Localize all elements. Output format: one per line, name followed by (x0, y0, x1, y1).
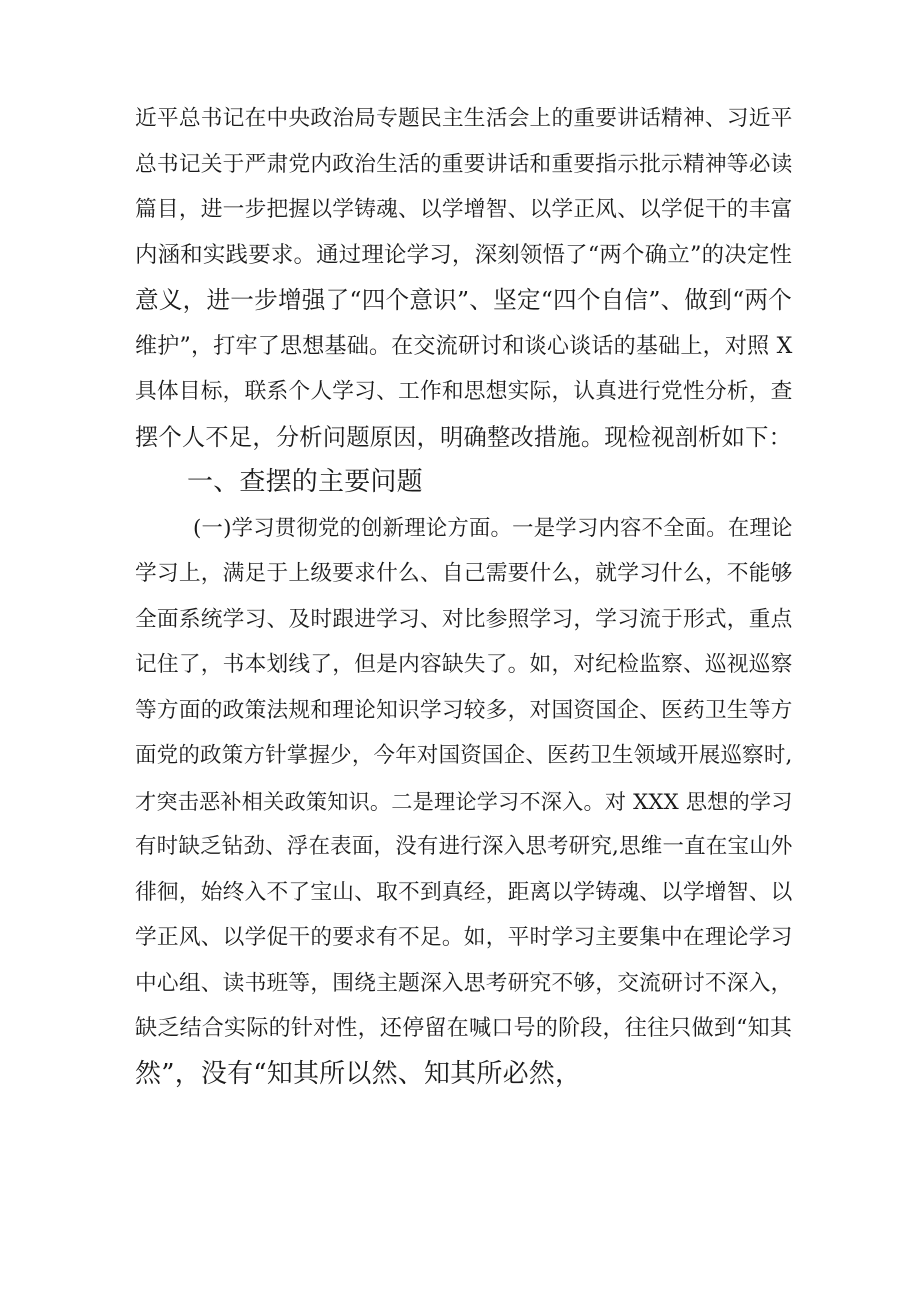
section-heading: 一、查摆的主要问题 (187, 467, 423, 497)
subsection-line: 学正风、以学促干的要求有不足。如，平时学习主要集中在理论学习 (135, 925, 793, 950)
paragraph-line: 总书记关于严肃党内政治生活的重要讲话和重要指示批示精神等必读 (135, 151, 793, 177)
subsection-line: 徘徊，始终入不了宝山、取不到真经，距离以学铸魂、以学增智、以 (135, 879, 793, 905)
subsection-line: (一)学习贯彻党的创新理论方面。一是学习内容不全面。在理论 (193, 515, 793, 541)
paragraph-line: 维护”，打牢了思想基础。在交流研讨和谈心谈话的基础上，对照 X (135, 333, 793, 359)
document-body (135, 96, 795, 1097)
subsection-line: 才突击恶补相关政策知识。二是理论学习不深入。对 XXX 思想的学习 (135, 788, 793, 814)
subsection-line: 中心组、读书班等，围绕主题深入思考研究不够，交流研讨不深入， (135, 970, 793, 996)
paragraph-line: 近平总书记在中央政治局专题民主生活会上的重要讲话精神、习近平 (135, 106, 793, 131)
subsection-line: 等方面的政策法规和理论知识学习较多，对国资国企、医药卫生等方 (135, 697, 793, 723)
paragraph-line: 意义，进一步增强了“四个意识”、坚定“四个自信”、做到“两个 (135, 286, 793, 314)
paragraph-line: 篇目，进一步把握以学铸魂、以学增智、以学正风、以学促干的丰富 (135, 197, 793, 222)
subsection-line: 记住了，书本划线了，但是内容缺失了。如，对纪检监察、巡视巡察 (135, 652, 793, 677)
paragraph-line: 内涵和实践要求。通过理论学习，深刻领悟了“两个确立”的决定性 (135, 241, 793, 268)
paragraph-line: 摆个人不足，分析问题原因，明确整改措施。现检视剖析如下： (135, 423, 793, 451)
subsection-line: 缺乏结合实际的针对性，还停留在喊口号的阶段，往往只做到“知其 (135, 1016, 793, 1041)
subsection-line: 学习上，满足于上级要求什么、自己需要什么，就学习什么，不能够 (135, 561, 793, 586)
paragraph-line: 具体目标，联系个人学习、工作和思想实际，认真进行党性分析，查 (135, 379, 793, 404)
subsection-line: 面党的政策方针掌握少，今年对国资国企、医药卫生领域开展巡察时, (135, 743, 793, 768)
subsection-line: 全面系统学习、及时跟进学习、对比参照学习，学习流于形式，重点 (135, 606, 793, 632)
subsection-line: 有时缺乏钻劲、浮在表面，没有进行深入思考研究,思维一直在宝山外 (135, 834, 793, 859)
subsection-line: 然”，没有“知其所以然、知其所必然， (135, 1058, 582, 1089)
